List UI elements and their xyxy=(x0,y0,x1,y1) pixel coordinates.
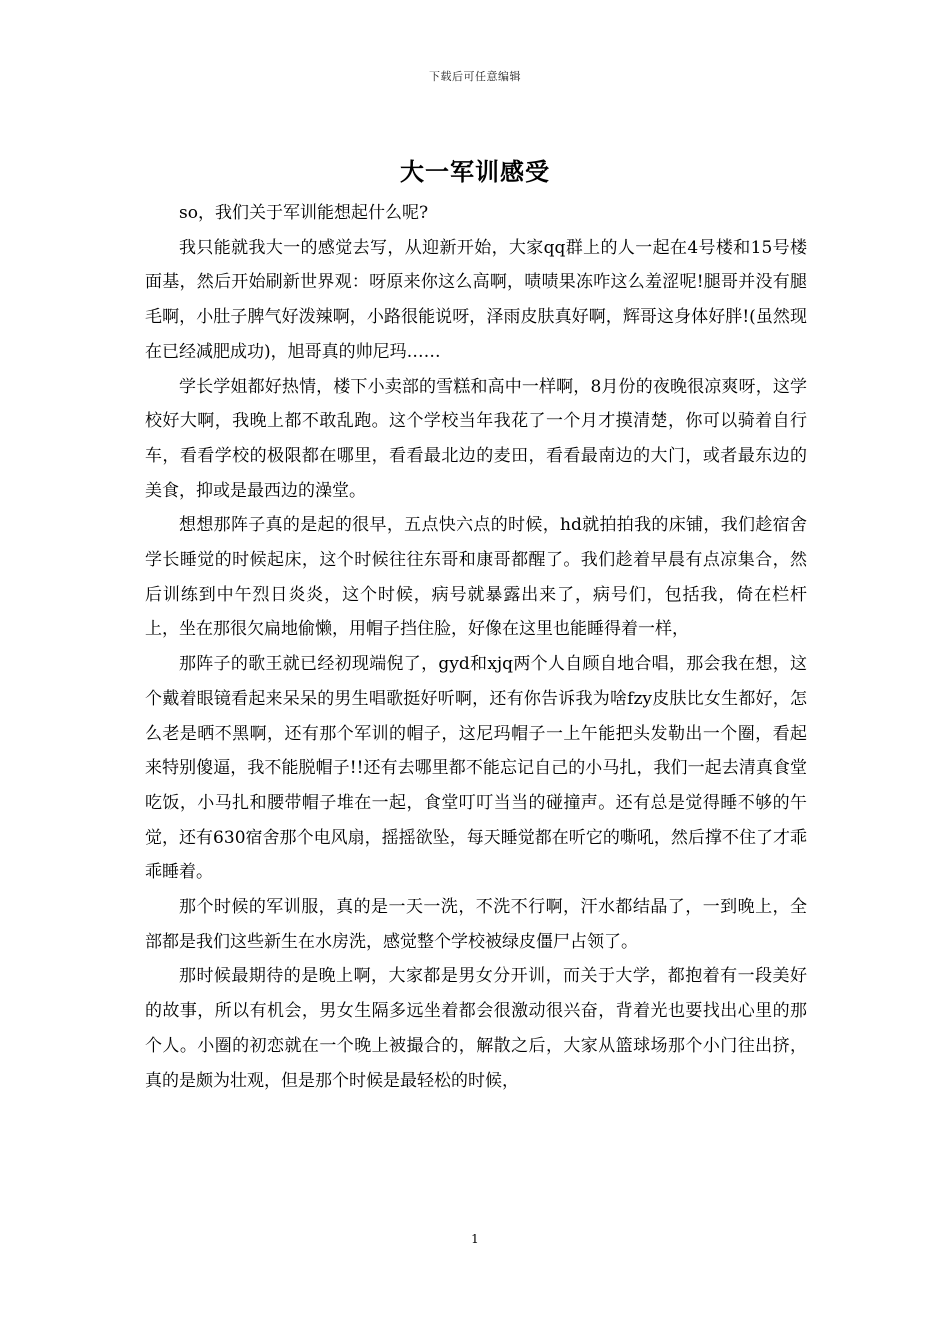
paragraph: 那个时候的军训服，真的是一天一洗，不洗不行啊，汗水都结晶了，一到晚上，全部都是我们这些新生在水房洗，感觉整个学校被绿皮僵尸占领了。 xyxy=(145,897,807,952)
paragraph: 那时候最期待的是晚上啊，大家都是男女分开训，而关于大学，都抱着有一段美好的故事，所以有机会，男女生隔多远坐着都会很激动很兴奋，背着光也要找出心里的那个人。小圈的初恋就在一个晚上被撮合的，解散之后，大家从篮球场那个小门往出挤，真的是颇为壮观，但是那个时候是最轻松的时候， xyxy=(145,966,807,1091)
paragraph: 学长学姐都好热情，楼下小卖部的雪糕和高中一样啊，8月份的夜晚很凉爽呀，这学校好大啊，我晚上都不敢乱跑。这个学校当年我花了一个月才摸清楚，你可以骑着自行车，看看学校的极限都在哪里，看看最北边的麦田，看看最南边的大门，或者最东边的美食，抑或是最西边的澡堂。 xyxy=(145,376,807,501)
paragraph: 那阵子的歌王就已经初现端倪了，gyd和xjq两个人自顾自地合唱，那会我在想，这个戴着眼镜看起来呆呆的男生唱歌挺好听啊，还有你告诉我为啥fzy皮肤比女生都好，怎么老是晒不黑啊，还有那个军训的帽子，这尼玛帽子一上午能把头发勒出一个圈，看起来特别傻逼，我不能脱帽子!!还有去哪里都不能忘记自己的小马扎，我们一起去清真食堂吃饭，小马扎和腰带帽子堆在一起，食堂叮叮当当的碰撞声。还有总是觉得睡不够的午觉，还有630宿舍那个电风扇，摇摇欲坠，每天睡觉都在听它的嘶吼，然后撑不住了才乖乖睡着。 xyxy=(145,654,807,883)
header-note: 下载后可任意编辑 xyxy=(429,70,521,83)
document-body xyxy=(145,196,807,1098)
document-title: 大一军训感受 xyxy=(400,157,550,186)
paragraph: so，我们关于军训能想起什么呢? xyxy=(179,203,429,223)
page-number: 1 xyxy=(471,1232,479,1246)
paragraph: 想想那阵子真的是起的很早，五点快六点的时候，hd就拍拍我的床铺，我们趁宿舍学长睡觉的时候起床，这个时候往往东哥和康哥都醒了。我们趁着早晨有点凉集合，然后训练到中午烈日炎炎，这个时候，病号就暴露出来了，病号们，包括我，倚在栏杆上，坐在那很欠扁地偷懒，用帽子挡住脸，好像在这里也能睡得着一样， xyxy=(145,515,807,640)
paragraph: 我只能就我大一的感觉去写，从迎新开始，大家qq群上的人一起在4号楼和15号楼面基，然后开始刷新世界观：呀原来你这么高啊，啧啧果冻咋这么羞涩呢!腿哥并没有腿毛啊，小肚子脾气好泼辣啊，小路很能说呀，泽雨皮肤真好啊，辉哥这身体好胖!(虽然现在已经减肥成功)，旭哥真的帅尼玛…… xyxy=(145,237,807,362)
